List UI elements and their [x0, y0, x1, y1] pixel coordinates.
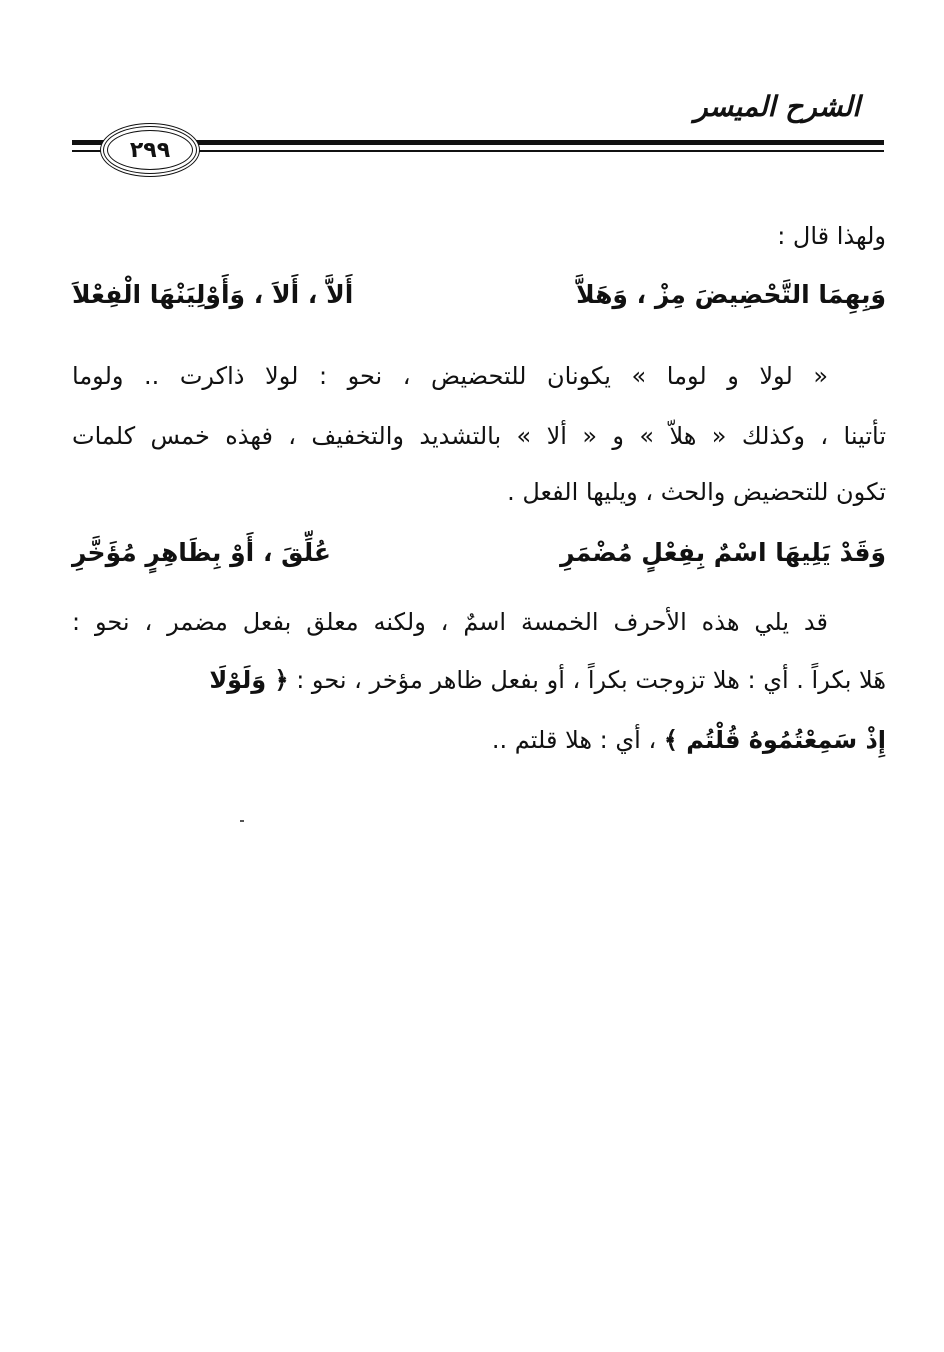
quran-quote-start: ﴿ وَلَوْلَا [209, 666, 289, 694]
paragraph-1-line-1: « لولا و لوما » يكونان للتحضيض ، نحو : لولا ذاكرت .. ولوما [72, 362, 828, 390]
running-title: الشرح الميسر [694, 90, 860, 123]
scan-speck [240, 820, 244, 822]
verse-1-second-hemistich: أَلاَّ ، أَلاَ ، وَأَوْلِيَنْهَا الْفِعْلاَ [72, 280, 354, 309]
intro-line: ولهذا قال : [777, 222, 886, 250]
paragraph-1-line-3: تكون للتحضيض والحث ، ويليها الفعل . [507, 478, 886, 506]
page-number: ٢٩٩ [129, 137, 171, 163]
quran-quote-end: إِذْ سَمِعْتُمُوهُ قُلْتُم ﴾ [663, 726, 886, 754]
paragraph-2-line-3-text: ، أي : هلا قلتم .. [491, 726, 664, 754]
verse-2 [72, 538, 886, 567]
paragraph-2-line-1: قد يلي هذه الأحرف الخمسة اسمٌ ، ولكنه معلق بفعل مضمر ، نحو : [72, 608, 828, 636]
page-number-badge [100, 123, 200, 177]
paragraph-2-line-2 [72, 666, 886, 694]
paragraph-1-line-2: تأتينا ، وكذلك « هلاّ » و « ألا » بالتشديد والتخفيف ، فهذه خمس كلمات [72, 422, 886, 450]
paragraph-2-line-3 [72, 726, 886, 754]
verse-2-first-hemistich: وَقَدْ يَلِيهَا اسْمٌ بِفِعْلٍ مُضْمَرِ [560, 538, 886, 567]
verse-2-second-hemistich: عُلِّقَ ، أَوْ بِظَاهِرٍ مُؤَخَّرِ [72, 538, 331, 567]
verse-1-first-hemistich: وَبِهِمَا التَّحْضِيضَ مِزْ ، وَهَلاَّ [576, 280, 886, 309]
verse-1 [72, 280, 886, 309]
paragraph-2-line-2-text: هَلا بكراً . أي : هلا تزوجت بكراً ، أو بفعل ظاهر مؤخر ، نحو : [288, 666, 886, 694]
